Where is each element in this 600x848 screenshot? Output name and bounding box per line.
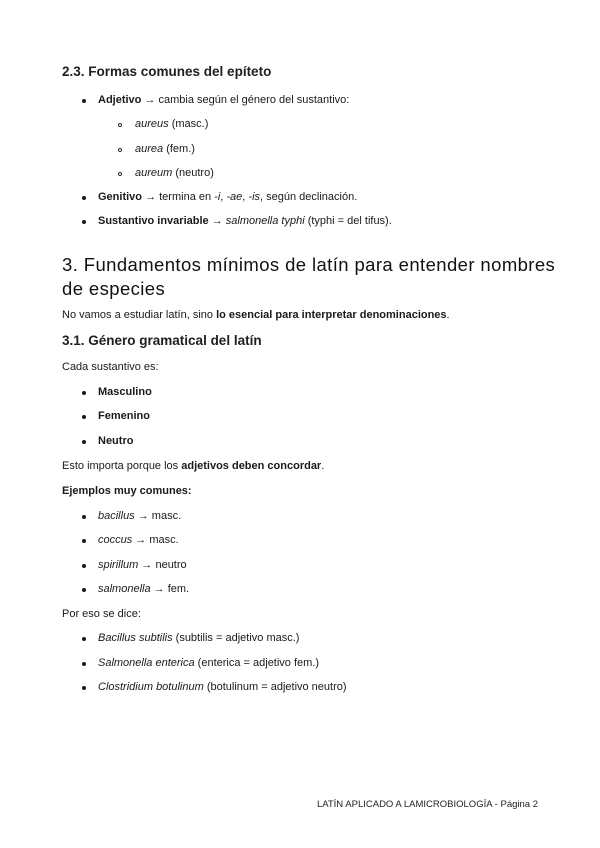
ejemplo-term: salmonella xyxy=(98,583,151,595)
species-desc: (enterica = adjetivo fem.) xyxy=(194,657,320,669)
intro-emphasis: lo esencial para interpretar denominaciones xyxy=(216,309,447,321)
genitivo-ending: -is xyxy=(248,191,261,203)
sub-item-term: aurea xyxy=(135,143,164,155)
section-2-3-title: 2.3. Formas comunes del epíteto xyxy=(62,64,272,79)
ejemplo-gender: → fem. xyxy=(150,583,190,595)
hollow-bullet-icon xyxy=(118,123,122,127)
genitivo-ending: -ae xyxy=(226,191,243,203)
bullet-icon xyxy=(82,391,86,395)
ejemplo-term: bacillus xyxy=(98,510,135,522)
ejemplo-item xyxy=(98,534,179,546)
importa-text xyxy=(62,460,324,472)
ejemplo-item xyxy=(98,559,187,571)
sub-item-term: aureus xyxy=(135,118,169,130)
bullet-icon xyxy=(82,637,86,641)
hollow-bullet-icon xyxy=(118,172,122,176)
bullet-icon xyxy=(82,686,86,690)
genitivo-text: , según declinación. xyxy=(260,191,358,203)
species-desc: (botulinum = adjetivo neutro) xyxy=(203,681,347,693)
intro-text: . xyxy=(446,309,450,321)
bullet-icon xyxy=(82,415,86,419)
sub-item xyxy=(135,118,208,130)
page-footer: LATÍN APLICADO A LAMICROBIOLOGÍA - Página 2 xyxy=(316,799,538,810)
ejemplo-gender: → masc. xyxy=(134,510,182,522)
sub-item xyxy=(135,167,214,179)
importa-plain: . xyxy=(321,460,325,472)
species-name: Salmonella enterica xyxy=(98,657,195,669)
bullet-icon xyxy=(82,539,86,543)
gender-item xyxy=(98,410,150,422)
species-item xyxy=(98,632,299,644)
cada-sustantivo-text: Cada sustantivo es: xyxy=(62,361,159,373)
bullet-icon xyxy=(82,515,86,519)
sub-item-gender: (neutro) xyxy=(172,167,214,179)
genitivo-label: Genitivo xyxy=(98,191,143,203)
species-name: Bacillus subtilis xyxy=(98,632,173,644)
adjetivo-item xyxy=(98,94,349,106)
intro-text: No vamos a estudiar latín, sino xyxy=(62,309,217,321)
section-3-1-title: 3.1. Género gramatical del latín xyxy=(62,333,262,348)
genitivo-ending: -i xyxy=(214,191,221,203)
species-desc: (subtilis = adjetivo masc.) xyxy=(172,632,300,644)
genitivo-sep: , xyxy=(220,191,227,203)
genitivo-sep: , xyxy=(242,191,249,203)
ejemplos-label xyxy=(62,485,192,497)
arrow-text: → xyxy=(208,215,226,227)
section-3-intro xyxy=(62,309,450,321)
gender-item xyxy=(98,435,133,447)
sustantivo-item xyxy=(98,215,392,227)
bullet-icon xyxy=(82,99,86,103)
ejemplo-gender: → masc. xyxy=(132,534,179,546)
importa-plain: Esto importa porque los xyxy=(62,460,182,472)
adjetivo-desc: → cambia según el género del sustantivo: xyxy=(141,94,350,106)
importa-emphasis: adjetivos deben concordar xyxy=(181,460,322,472)
bullet-icon xyxy=(82,440,86,444)
sub-item xyxy=(135,143,195,155)
bullet-icon xyxy=(82,588,86,592)
ejemplos-heading: Ejemplos muy comunes: xyxy=(62,485,192,497)
bullet-icon xyxy=(82,564,86,568)
sub-item-gender: (fem.) xyxy=(163,143,195,155)
species-item xyxy=(98,681,347,693)
ejemplo-item xyxy=(98,510,181,522)
gender-label: Neutro xyxy=(98,435,134,447)
section-3-title-line1: 3. Fundamentos mínimos de latín para entender nombres xyxy=(62,254,556,275)
bullet-icon xyxy=(82,220,86,224)
sustantivo-example: salmonella typhi xyxy=(225,215,305,227)
bullet-icon xyxy=(82,196,86,200)
bullet-icon xyxy=(82,662,86,666)
genitivo-item xyxy=(98,191,357,203)
gender-label: Femenino xyxy=(98,410,150,422)
ejemplo-term: coccus xyxy=(98,534,133,546)
genitivo-text: → termina en xyxy=(142,191,215,203)
sub-item-term: aureum xyxy=(135,167,173,179)
adjetivo-label: Adjetivo xyxy=(98,94,142,106)
species-item xyxy=(98,657,319,669)
ejemplo-term: spirillum xyxy=(98,559,139,571)
gender-label: Masculino xyxy=(98,386,152,398)
section-3-title-line2: de especies xyxy=(62,278,166,299)
gender-item xyxy=(98,386,152,398)
sustantivo-desc: (typhi = del tifus). xyxy=(304,215,392,227)
species-name: Clostridium botulinum xyxy=(98,681,204,693)
sub-item-gender: (masc.) xyxy=(168,118,209,130)
sustantivo-label: Sustantivo invariable xyxy=(98,215,209,227)
por-eso-text: Por eso se dice: xyxy=(62,608,141,620)
ejemplo-item xyxy=(98,583,189,595)
ejemplo-gender: → neutro xyxy=(138,559,187,571)
hollow-bullet-icon xyxy=(118,148,122,152)
